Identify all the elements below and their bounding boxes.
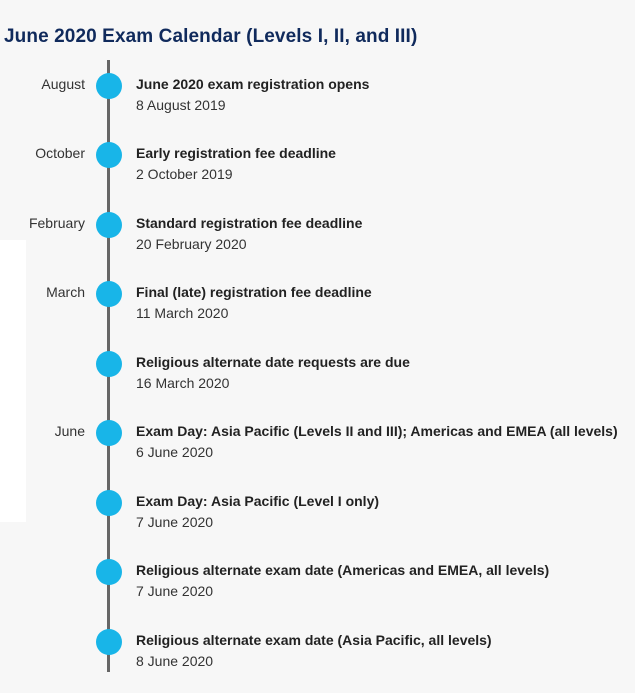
timeline-event	[0, 74, 635, 124]
timeline-dot-icon	[96, 212, 122, 238]
event-title: Standard registration fee deadline	[136, 215, 363, 231]
event-date: 6 June 2020	[136, 444, 214, 460]
timeline-dot-icon	[96, 490, 122, 516]
timeline-dot-icon	[96, 559, 122, 585]
timeline-dot-icon	[96, 420, 122, 446]
timeline-event	[0, 421, 635, 471]
event-title: Religious alternate exam date (Asia Pacific, all levels)	[136, 632, 492, 648]
page-title: June 2020 Exam Calendar (Levels I, II, and III)	[4, 26, 418, 47]
event-date: 7 June 2020	[136, 514, 214, 530]
event-title: Exam Day: Asia Pacific (Levels II and III); Americas and EMEA (all levels)	[136, 423, 618, 439]
timeline-event	[0, 630, 635, 680]
event-date: 8 June 2020	[136, 653, 214, 669]
timeline-dot-icon	[96, 73, 122, 99]
event-title: June 2020 exam registration opens	[136, 76, 370, 92]
timeline-event	[0, 282, 635, 332]
event-month: August	[41, 76, 85, 92]
event-date: 2 October 2019	[136, 166, 233, 182]
timeline-event	[0, 213, 635, 263]
event-month: October	[35, 145, 85, 161]
event-date: 8 August 2019	[136, 97, 226, 113]
event-date: 7 June 2020	[136, 583, 214, 599]
timeline-event	[0, 143, 635, 193]
event-date: 11 March 2020	[136, 305, 229, 321]
timeline-dot-icon	[96, 629, 122, 655]
timeline-dot-icon	[96, 281, 122, 307]
event-title: Early registration fee deadline	[136, 145, 336, 161]
event-date: 20 February 2020	[136, 236, 247, 252]
event-month: June	[54, 423, 85, 439]
event-date: 16 March 2020	[136, 375, 230, 391]
event-title: Religious alternate date requests are due	[136, 354, 410, 370]
event-title: Exam Day: Asia Pacific (Level I only)	[136, 493, 380, 509]
event-title: Final (late) registration fee deadline	[136, 284, 372, 300]
event-month: March	[46, 284, 85, 300]
event-title: Religious alternate exam date (Americas and EMEA, all levels)	[136, 562, 550, 578]
timeline-dot-icon	[96, 142, 122, 168]
timeline-event	[0, 352, 635, 402]
timeline-event	[0, 560, 635, 610]
event-month: February	[28, 215, 85, 231]
timeline-dot-icon	[96, 351, 122, 377]
timeline-event	[0, 491, 635, 541]
